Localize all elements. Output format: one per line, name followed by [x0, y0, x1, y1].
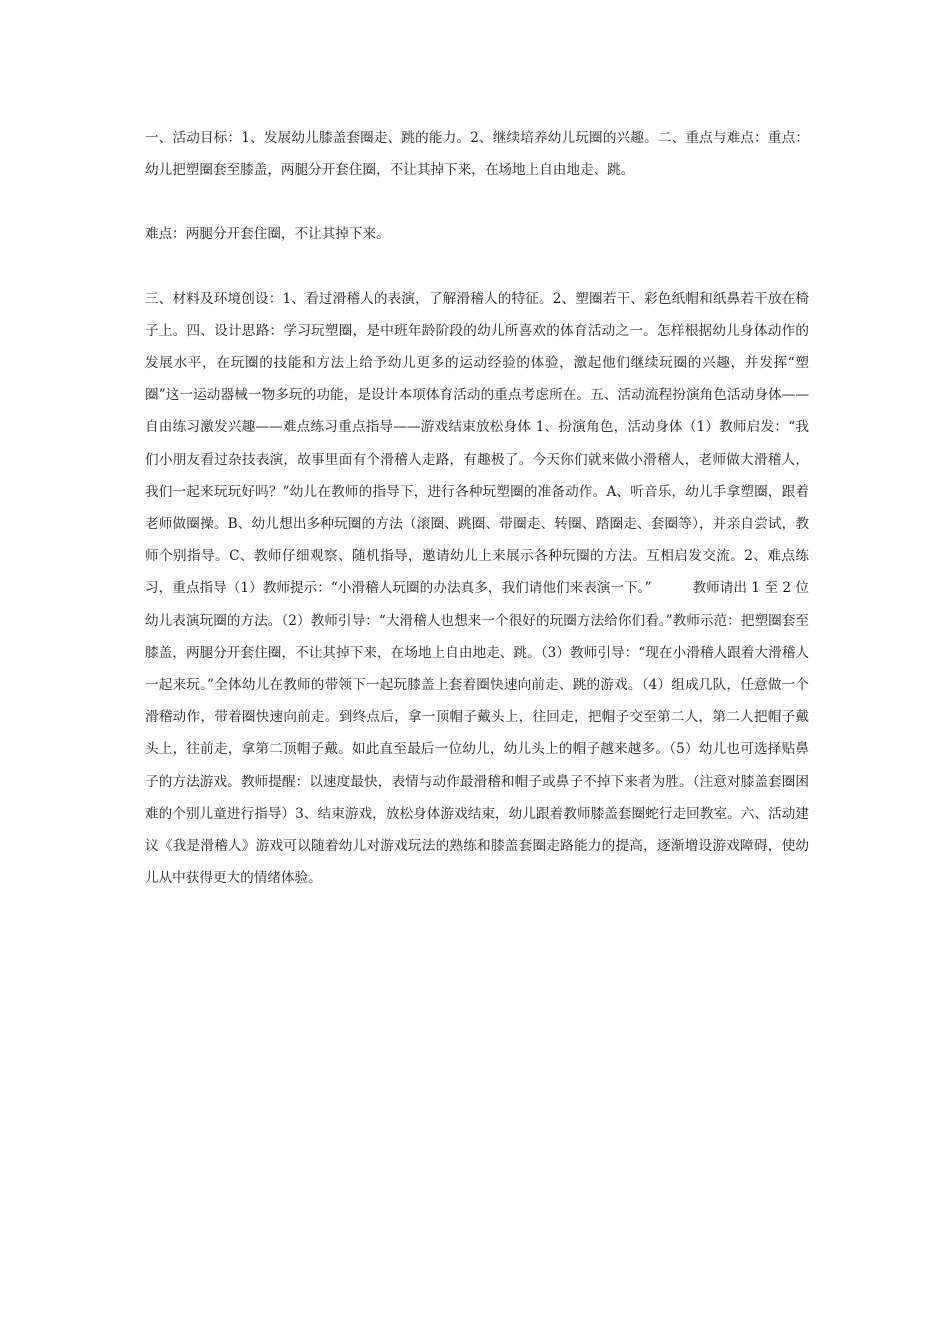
paragraph-materials-and-process: 三、材料及环境创设：1、看过滑稽人的表演，了解滑稽人的特征。2、塑圈若干、彩色纸帽和纸鼻若干放在椅子上。四、设计思路：学习玩塑圈，是中班年龄阶段的幼儿所喜欢的体育活动之一。怎样根据幼儿身体动作的发展水平，在玩圈的技能和方法上给予幼儿更多的运动经验的体验，激起他们继续玩圈的兴趣，并发挥“塑圈”这一运动器械一物多玩的功能，是设计本项体育活动的重点考虑所在。五、活动流程扮演角色活动身体——自由练习激发兴趣——难点练习重点指导——游戏结束放松身体 1、扮演角色，活动身体（1）教师启发：“我们小朋友看过杂技表演，故事里面有个滑稽人走路，有趣极了。今天你们就来做小滑稽人，老师做大滑稽人，我们一起来玩玩好吗？”幼儿在教师的指导下，进行各种玩塑圈的准备动作。A、听音乐，幼儿手拿塑圈，跟着老师做圈操。B、幼儿想出多种玩圈的方法（滚圈、跳圈、带圈走、转圈、踏圈走、套圈等），并亲自尝试，教师个别指导。C、教师仔细观察、随机指导，邀请幼儿上来展示各种玩圈的方法。互相启发交流。2、难点练习，重点指导（1）教师提示：“小滑稽人玩圈的办法真多，我们请他们来表演一下。” 教师请出 1 至 2 位幼儿表演玩圈的方法。（2）教师引导：“大滑稽人也想来一个很好的玩圈方法给你们看。”教师示范：把塑圈套至膝盖，两腿分开套住圈，不让其掉下来，在场地上自由地走、跳。（3）教师引导：“现在小滑稽人跟着大滑稽人一起来玩。”全体幼儿在教师的带领下一起玩膝盖上套着圈快速向前走、跳的游戏。（4）组成几队，任意做一个滑稽动作，带着圈快速向前走。到终点后，拿一顶帽子戴头上，往回走，把帽子交至第二人，第二人把帽子戴头上，往前走，拿第二顶帽子戴。如此直至最后一位幼儿，幼儿头上的帽子越来越多。（5）幼儿也可选择贴鼻子的方法游戏。教师提醒：以速度最快，表情与动作最滑稽和帽子或鼻子不掉下来者为胜。（注意对膝盖套圈困难的个别儿童进行指导）3、结束游戏，放松身体游戏结束，幼儿跟着教师膝盖套圈蛇行走回教室。六、活动建议《我是滑稽人》游戏可以随着幼儿对游戏玩法的熟练和膝盖套圈走路能力的提高，逐渐增设游戏障碍，使幼儿从中获得更大的情绪体验。: [145, 290, 809, 887]
document-body: [145, 122, 809, 894]
paragraph-difficulty: 难点：两腿分开套住圈，不让其掉下来。: [145, 226, 390, 243]
paragraph-goals-and-key-points: 一、活动目标：1、发展幼儿膝盖套圈走、跳的能力。2、继续培养幼儿玩圈的兴趣。二、重点与难点：重点：幼儿把塑圈套至膝盖，两腿分开套住圈，不让其掉下来，在场地上自由地走、跳。: [145, 130, 809, 179]
